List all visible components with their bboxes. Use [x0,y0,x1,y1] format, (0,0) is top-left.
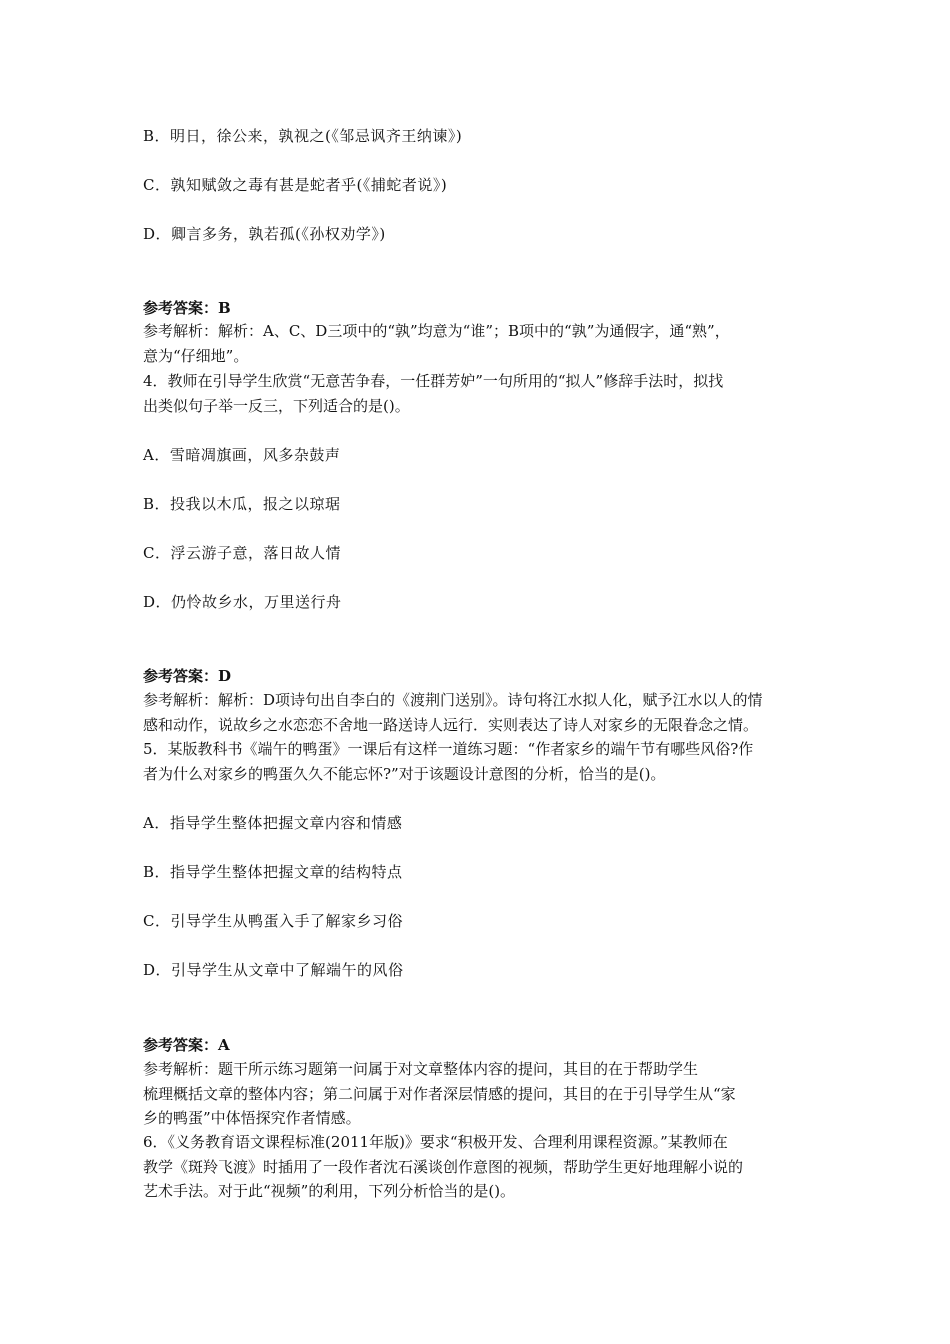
q5-explanation-line-3: 乡的鸭蛋”中体悟探究作者情感。 [143,1109,361,1127]
q4-option-a: A．雪暗凋旗画，风多杂鼓声 [143,446,341,464]
q4-option-b: B．投我以木瓜，报之以琼琚 [143,495,341,513]
q4-answer: 参考答案：D [143,667,232,685]
q3-explanation-line-2: 意为“仔细地”。 [143,347,249,365]
q4-explanation-line-1: 参考解析：解析：D项诗句出自李白的《渡荆门送别》。诗句将江水拟人化，赋予江水以人的情 [143,691,763,709]
q3-answer: 参考答案：B [143,299,231,317]
q5-stem-line-2: 者为什么对家乡的鸭蛋久久不能忘怀?”对于该题设计意图的分析，恰当的是()。 [143,765,666,783]
q5-option-c: C．引导学生从鸭蛋入手了解家乡习俗 [143,912,403,930]
q4-option-c: C．浮云游子意，落日故人情 [143,544,341,562]
q6-stem-line-2: 教学《斑羚飞渡》时插用了一段作者沈石溪谈创作意图的视频，帮助学生更好地理解小说的 [143,1158,744,1176]
q4-explanation-line-2: 感和动作，说故乡之水恋恋不舍地一路送诗人远行．实则表达了诗人对家乡的无限眷念之情。 [143,716,759,734]
q5-stem-line-1: 5．某版教科书《端午的鸭蛋》一课后有这样一道练习题：“作者家乡的端午节有哪些风俗?作 [143,740,754,758]
q4-option-d: D．仍怜故乡水，万里送行舟 [143,593,342,611]
q3-option-b: B．明日，徐公来，孰视之(《邹忌讽齐王纳谏》) [143,127,463,145]
q5-answer: 参考答案：A [143,1036,230,1054]
q5-option-d: D．引导学生从文章中了解端午的风俗 [143,961,404,979]
q5-explanation-line-1: 参考解析：题干所示练习题第一问属于对文章整体内容的提问，其目的在于帮助学生 [143,1060,699,1078]
q6-stem-line-3: 艺术手法。对于此“视频”的利用，下列分析恰当的是()。 [143,1182,516,1200]
q4-stem-line-2: 出类似句子举一反三，下列适合的是()。 [143,397,410,415]
q3-explanation-line-1: 参考解析：解析：A、C、D三项中的“孰”均意为“谁”；B项中的“孰”为通假字，通“熟”， [143,322,730,340]
q3-option-c: C．孰知赋敛之毒有甚是蛇者乎(《捕蛇者说》) [143,176,448,194]
q6-stem-line-1: 6．《义务教育语文课程标准(2011年版)》要求“积极开发、合理利用课程资源。”某教师在 [143,1133,728,1151]
q5-option-a: A．指导学生整体把握文章内容和情感 [143,814,403,832]
q5-explanation-line-2: 梳理概括文章的整体内容；第二问属于对作者深层情感的提问，其目的在于引导学生从“家 [143,1085,736,1103]
q3-option-d: D．卿言多务，孰若孤(《孙权劝学》) [143,225,386,243]
q5-option-b: B．指导学生整体把握文章的结构特点 [143,863,403,881]
q4-stem-line-1: 4．教师在引导学生欣赏“无意苦争春，一任群芳妒”一句所用的“拟人”修辞手法时，拟找 [143,372,724,390]
